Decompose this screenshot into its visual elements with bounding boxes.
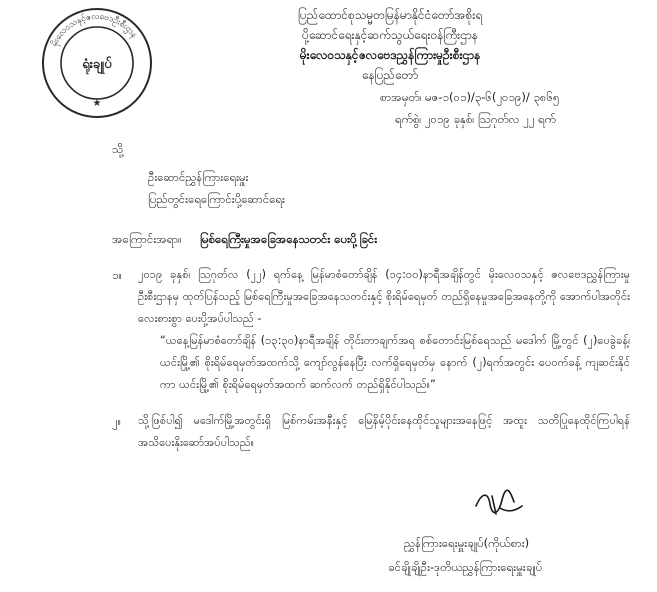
paragraph-1-number: ၁။ — [112, 268, 122, 282]
reference-date: ရက်စွဲ၊ ၂၀၁၉ ခုနှစ်၊ ဩဂုတ်လ ၂၂ ရက် — [395, 112, 556, 126]
signature-title: ခင်ချိုချိုဦး-ဒုတိယညွှန်ကြားရေးမှူးချုပ် — [388, 560, 543, 574]
department-seal — [40, 6, 154, 120]
paragraph-2-number: ၂။ — [112, 414, 122, 428]
subject-label: အကြောင်းအရာ။ — [112, 232, 182, 246]
subject-text: မြစ်ရေကြီးမှုအခြေအနေသတင်း ပေးပို့ခြင်း — [200, 232, 378, 246]
handwritten-signature — [470, 486, 530, 522]
signature-name: ညွှန်ကြားရေးမှူးချုပ်(ကိုယ်စား) — [404, 536, 530, 550]
letterhead-ministry: ပို့ဆောင်ရေးနှင့်ဆက်သွယ်ရေးဝန်ကြီးဌာန — [302, 28, 478, 42]
seal-center-text: ရုံးချုပ် — [82, 57, 112, 72]
recipient-label: သို့ — [112, 142, 124, 156]
paragraph-2-text: သို့ဖြစ်ပါ၍ မဒေါက်မြို့အတွင်းရှိ မြစ်ကမ်းအနီးနှင့် မြေနိမ့်ပိုင်းနေထိုင်သူများအနေဖြင့် အထူး သတိပြုနေထိုင်ကြပါရန် အသိပေးနိုးဆော်အပ်ပါသည်။ — [138, 414, 630, 449]
recipient-title: ဦးဆောင်ညွှန်ကြားရေးမှူး — [148, 170, 249, 184]
forecast-quote: “ယနေ့မြန်မာစံတော်ချိန် (၁၃:၃၀)နာရီအချိန် တိုင်းတာချက်အရ စစ်တောင်းမြစ်ရေသည် မဒေါက် မြို့တွင် (၂)ပေခွဲခန့်၊ ယင်းမြို့၏ စိုးရိမ်ရေမှတ်အထက်သို့ ကျော်လွန်နေပြီး လက်ရှိရေမှတ်မှ နောက် (၂)ရက်အတွင်း ပေ၀က်ခန့် ကျဆင်းနိုင်ကာ ယင်းမြို့၏ စိုးရိမ်ရေမှတ်အထက် ဆက်လက် တည်ရှိနိုင်ပါသည်။” — [160, 334, 630, 391]
letterhead-government: ပြည်ထောင်စုသမ္မတမြန်မာနိုင်ငံတော်အစိုးရ — [297, 8, 483, 22]
recipient-organization: ပြည်တွင်းရေကြောင်းပို့ဆောင်ရေး — [148, 192, 285, 206]
letterhead-city: နေပြည်တော် — [361, 68, 419, 82]
seal-ring-text: မိုးလေဝသနှင့်ဇလဗေဒဦးစီးဌာန — [49, 11, 139, 49]
reference-number: စာအမှတ်၊ မဇ-၁(၀၁)/၃-၆(၂၀၁၉)/ ၃၈၆၅ — [380, 90, 560, 104]
letterhead-department: မိုးလေဝသနှင့်ဇလဗေဒညွှန်ကြားမှုဦးစီးဌာန — [299, 48, 481, 62]
paragraph-1-text: ၂၀၁၉ ခုနှစ်၊ ဩဂုတ်လ (၂၂) ရက်နေ့ မြန်မာစံတော်ချိန် (၁၄:၀၀)နာရီအချိန်တွင် မိုးလေဝသနှင့် ဇလဗေဒညွှန်ကြားမှုဦးစီးဌာနမှ ထုတ်ပြန်သည့် မြစ်ရေကြီးမှုအခြေအနေသတင်းနှင့် စိုးရိမ်ရေမှတ် တည်ရှိနေမှုအခြေအနေတို့ကို အောက်ပါအတိုင်း လေးစားစွာ ပေးပို့အပ်ပါသည် - — [138, 268, 630, 325]
seal-star-icon: ★ — [92, 98, 102, 109]
